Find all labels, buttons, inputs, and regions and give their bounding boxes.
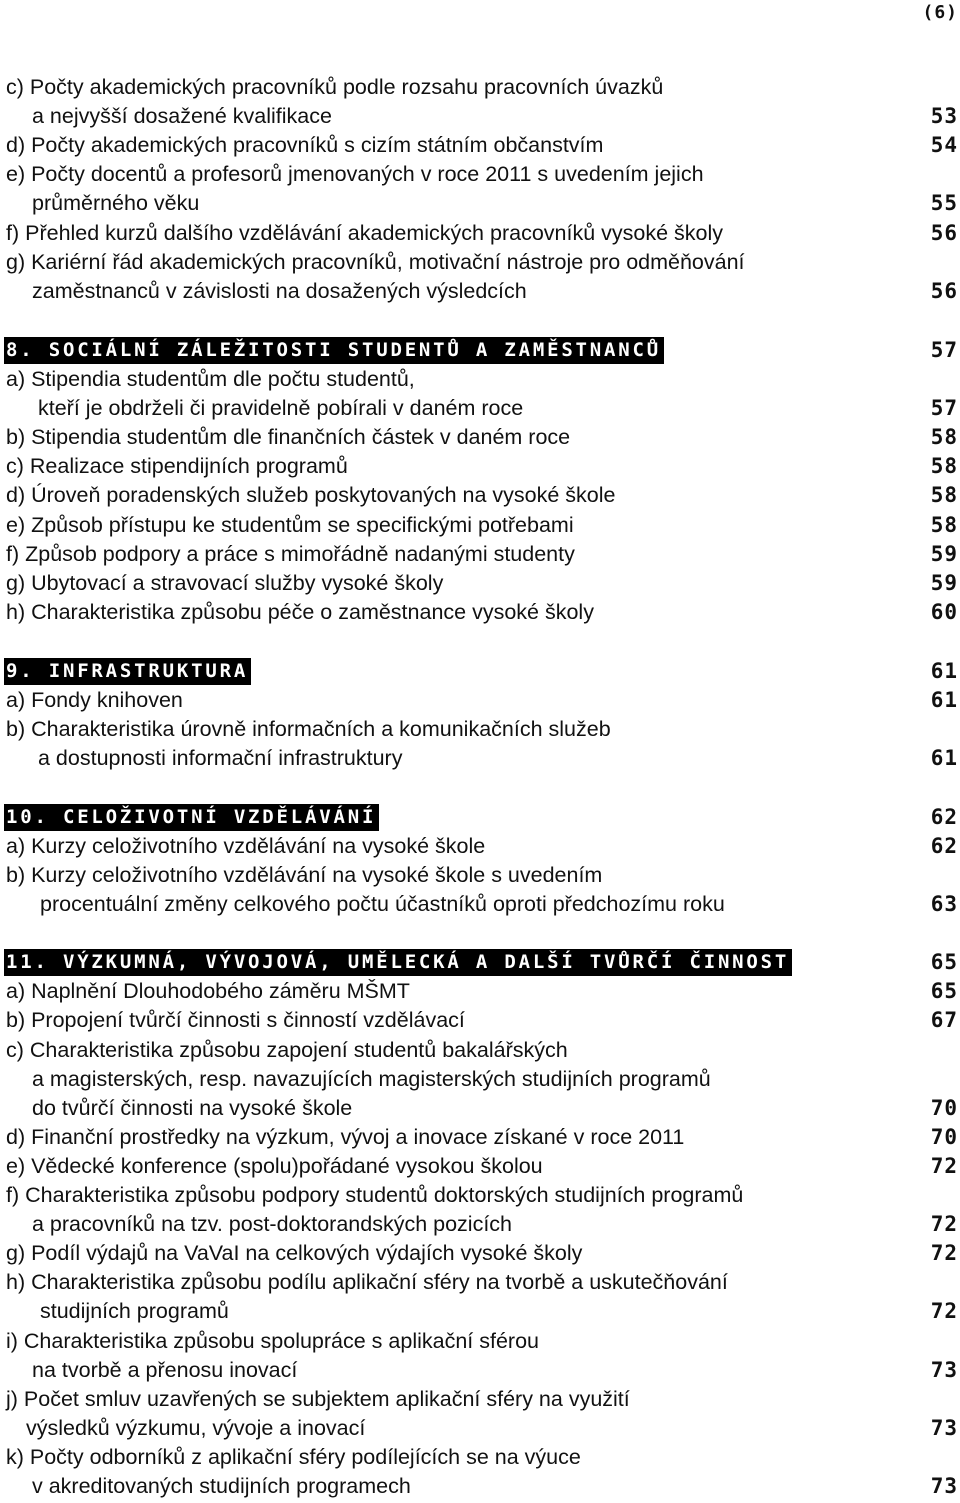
toc-entry	[0, 540, 960, 569]
toc-page-number: 58	[930, 454, 958, 478]
toc-entry	[0, 511, 960, 540]
toc-entry-text: do tvůrčí činnosti na vysoké škole	[32, 1096, 353, 1120]
toc-page-number: 73	[930, 1474, 958, 1498]
toc-entry-text: c) Charakteristika způsobu zapojení studentů bakalářských	[6, 1038, 568, 1062]
toc-entry-text: e) Vědecké konference (spolu)pořádané vysokou školou	[6, 1154, 543, 1178]
toc-page-number: 58	[930, 483, 958, 507]
toc-entry	[0, 832, 960, 861]
toc-entry-text: a dostupnosti informační infrastruktury	[38, 746, 403, 770]
toc-entry-text: a) Fondy knihoven	[6, 688, 183, 712]
toc-entry-text: průměrného věku	[32, 191, 200, 215]
toc-entry	[0, 598, 960, 627]
toc-entry	[0, 160, 960, 189]
toc-page-number: 61	[930, 746, 958, 770]
toc-entry	[0, 219, 960, 248]
toc-entry-text: zaměstnanců v závislosti na dosažených výsledcích	[32, 279, 527, 303]
toc-page-number: 55	[930, 191, 958, 215]
toc-entry-text: e) Způsob přístupu ke studentům se specifickými potřebami	[6, 513, 574, 537]
toc-entry	[0, 890, 960, 919]
toc-page-number: 62	[930, 805, 958, 829]
toc-entry-text: procentuální změny celkového počtu účastníků oproti předchozímu roku	[40, 892, 725, 916]
toc-entry	[0, 1036, 960, 1065]
toc-entry-text: f) Přehled kurzů dalšího vzdělávání akademických pracovníků vysoké školy	[6, 221, 724, 245]
toc-entry-text: studijních programů	[40, 1299, 229, 1323]
toc-entry	[0, 744, 960, 773]
toc-entry	[0, 1210, 960, 1239]
toc-entry	[0, 73, 960, 102]
toc-section-heading	[0, 948, 960, 977]
toc-entry	[0, 1327, 960, 1356]
toc-page-number: 73	[930, 1416, 958, 1440]
toc-entry-text: b) Propojení tvůrčí činnosti s činností vzdělávací	[6, 1008, 465, 1032]
toc-page-number: 61	[930, 659, 958, 683]
toc-entry	[0, 977, 960, 1006]
toc-entry	[0, 1297, 960, 1326]
toc-entry	[0, 481, 960, 510]
toc-page-number: 53	[930, 104, 958, 128]
toc-entry-text: h) Charakteristika způsobu podílu aplikační sféry na tvorbě a uskutečňování	[6, 1270, 728, 1294]
toc-page-number: 58	[930, 513, 958, 537]
toc-entry-text: výsledků výzkumu, vývoje a inovací	[26, 1416, 366, 1440]
toc-entry	[0, 1414, 960, 1443]
toc-entry	[0, 1268, 960, 1297]
toc-page-number: 73	[930, 1358, 958, 1382]
toc-entry-text: a) Stipendia studentům dle počtu studentů,	[6, 367, 415, 391]
toc-entry	[0, 715, 960, 744]
toc-page-number: 57	[930, 338, 958, 362]
toc-entry-text: a) Naplnění Dlouhodobého záměru MŠMT	[6, 979, 410, 1003]
toc-page-number: 58	[930, 425, 958, 449]
toc-entry	[0, 365, 960, 394]
toc-entry-text: b) Kurzy celoživotního vzdělávání na vysoké škole s uvedením	[6, 863, 603, 887]
toc-entry	[0, 1123, 960, 1152]
toc-entry-text: k) Počty odborníků z aplikační sféry podílejících se na výuce	[6, 1445, 581, 1469]
toc-page-number: 60	[930, 600, 958, 624]
toc-entry	[0, 452, 960, 481]
toc-entry	[0, 189, 960, 218]
toc-page-number: 56	[930, 221, 958, 245]
toc-entry-text: c) Počty akademických pracovníků podle rozsahu pracovních úvazků	[6, 75, 664, 99]
toc-entry-text: f) Způsob podpory a práce s mimořádně nadanými studenty	[6, 542, 575, 566]
toc-entry	[0, 1094, 960, 1123]
toc-entry-text: b) Charakteristika úrovně informačních a komunikačních služeb	[6, 717, 611, 741]
toc-page-number: 72	[930, 1212, 958, 1236]
toc-entry-text: 9. INFRASTRUKTURA	[4, 658, 251, 685]
toc-entry-text: g) Podíl výdajů na VaVaI na celkových výdajích vysoké školy	[6, 1241, 583, 1265]
toc-entry-text: i) Charakteristika způsobu spolupráce s aplikační sférou	[6, 1329, 539, 1353]
toc-entry	[0, 1152, 960, 1181]
toc-entry	[0, 248, 960, 277]
toc-page-number: 72	[930, 1299, 958, 1323]
toc-entry	[0, 1239, 960, 1268]
toc-page-number: 67	[930, 1008, 958, 1032]
toc-page-number: 54	[930, 133, 958, 157]
toc-entry	[0, 102, 960, 131]
toc-page-number: 72	[930, 1154, 958, 1178]
toc-entry	[0, 861, 960, 890]
toc-section-heading	[0, 336, 960, 365]
toc-entry-text: j) Počet smluv uzavřených se subjektem aplikační sféry na využití	[6, 1387, 630, 1411]
toc-entry-text: c) Realizace stipendijních programů	[6, 454, 348, 478]
toc-entry-text: d) Finanční prostředky na výzkum, vývoj a inovace získané v roce 2011	[6, 1125, 685, 1149]
toc-page-number: 70	[930, 1096, 958, 1120]
toc-entry-text: a nejvyšší dosažené kvalifikace	[32, 104, 332, 128]
toc-entry-text: 8. SOCIÁLNÍ ZÁLEŽITOSTI STUDENTŮ A ZAMĚSTNANCŮ	[4, 337, 664, 364]
toc-entry-text: a magisterských, resp. navazujících magisterských studijních programů	[32, 1067, 711, 1091]
toc-page-number: 70	[930, 1125, 958, 1149]
toc-page-number: 65	[930, 979, 958, 1003]
page-number: (6)	[922, 2, 958, 23]
toc-entry-text: g) Ubytovací a stravovací služby vysoké školy	[6, 571, 444, 595]
toc-entry-text: 10. CELOŽIVOTNÍ VZDĚLÁVÁNÍ	[4, 804, 379, 831]
toc-entry-text: d) Úroveň poradenských služeb poskytovaných na vysoké škole	[6, 483, 616, 507]
toc-entry	[0, 1181, 960, 1210]
toc-entry	[0, 423, 960, 452]
toc-entry-text: a) Kurzy celoživotního vzdělávání na vysoké škole	[6, 834, 486, 858]
toc-entry-text: d) Počty akademických pracovníků s cizím státním občanstvím	[6, 133, 604, 157]
toc-entry-text: b) Stipendia studentům dle finančních částek v daném roce	[6, 425, 571, 449]
toc-entry	[0, 686, 960, 715]
toc-entry	[0, 131, 960, 160]
toc-entry	[0, 394, 960, 423]
toc-page-number: 59	[930, 542, 958, 566]
toc-entry	[0, 1443, 960, 1472]
toc-entry-text: a pracovníků na tzv. post-doktorandských pozicích	[32, 1212, 513, 1236]
toc-entry	[0, 569, 960, 598]
toc-entry	[0, 277, 960, 306]
toc-page-number: 61	[930, 688, 958, 712]
toc-entry-text: f) Charakteristika způsobu podpory studentů doktorských studijních programů	[6, 1183, 744, 1207]
toc-entry	[0, 1385, 960, 1414]
toc-entry-text: na tvorbě a přenosu inovací	[32, 1358, 298, 1382]
toc-entry	[0, 1356, 960, 1385]
toc-entry-text: 11. VÝZKUMNÁ, VÝVOJOVÁ, UMĚLECKÁ A DALŠÍ TVŮRČÍ ČINNOST	[4, 949, 792, 976]
toc-page-number: 65	[930, 950, 958, 974]
toc-section-heading	[0, 657, 960, 686]
toc-page-number: 63	[930, 892, 958, 916]
toc-page-number: 57	[930, 396, 958, 420]
toc-entry-text: g) Kariérní řád akademických pracovníků, motivační nástroje pro odměňování	[6, 250, 745, 274]
toc-entry-text: h) Charakteristika způsobu péče o zaměstnance vysoké školy	[6, 600, 594, 624]
toc-entry	[0, 1472, 960, 1501]
toc-entry-text: e) Počty docentů a profesorů jmenovaných v roce 2011 s uvedením jejich	[6, 162, 704, 186]
toc-page-number: 59	[930, 571, 958, 595]
toc-page-number: 56	[930, 279, 958, 303]
toc-page-number: 72	[930, 1241, 958, 1265]
toc-section-heading	[0, 803, 960, 832]
toc-page-number: 62	[930, 834, 958, 858]
toc-entry	[0, 1006, 960, 1035]
toc-entry	[0, 1065, 960, 1094]
toc-entry-text: v akreditovaných studijních programech	[32, 1474, 411, 1498]
toc-entry-text: kteří je obdrželi či pravidelně pobírali v daném roce	[38, 396, 524, 420]
